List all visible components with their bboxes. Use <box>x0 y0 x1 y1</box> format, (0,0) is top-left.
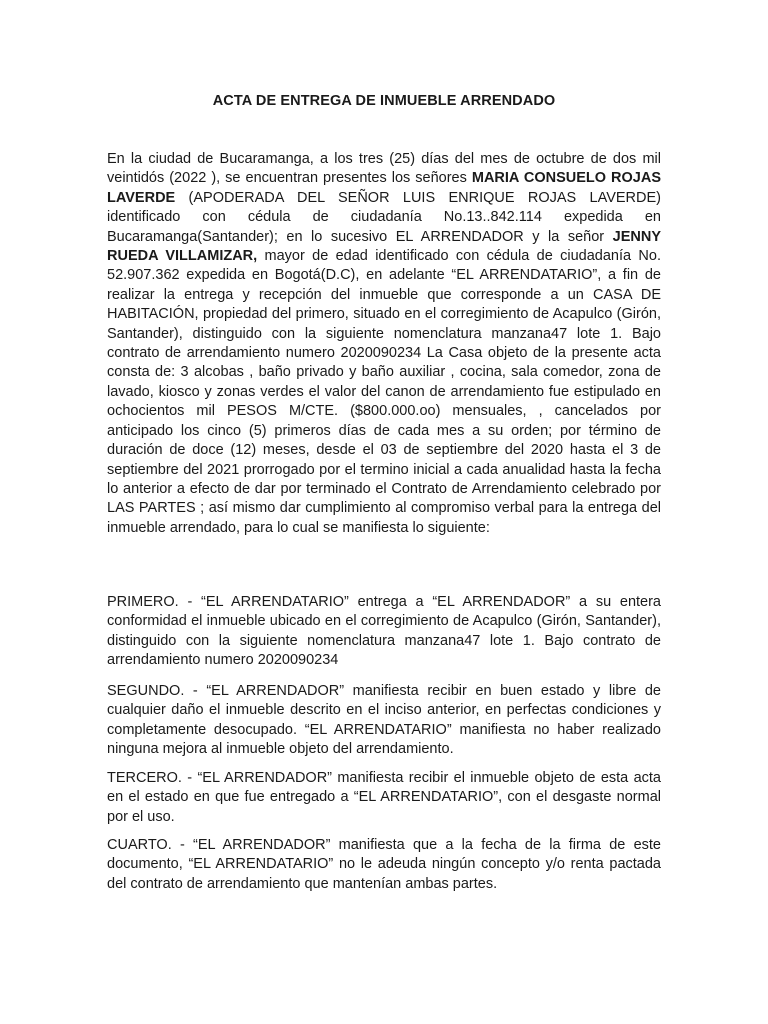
clause-tercero: TERCERO. - “EL ARRENDADOR” manifiesta recibir el inmueble objeto de esta acta en el estado en que fue entregado a “EL ARRENDATARIO”, con el desgaste normal por el uso. <box>107 770 661 825</box>
intro-paragraph <box>107 150 661 538</box>
intro-text-1: En la ciudad de Bucaramanga, a los tres (25) días del mes de octubre de dos mil veintidós (2022 ), se encuentran presentes los señores <box>107 151 661 187</box>
party-name-apoderada: MARIA CONSUELO ROJAS LAVERDE <box>107 170 661 206</box>
clause-primero: PRIMERO. - “EL ARRENDATARIO” entrega a “EL ARRENDADOR” a su entera conformidad el inmueble ubicado en el corregimiento de Acapulco (Girón, Santander), distinguido con la siguiente nomenclatura manzana47 lote 1. Bajo contrato de arrendamiento numero 2020090234 <box>107 594 661 669</box>
clause-cuarto: CUARTO. - “EL ARRENDADOR” manifiesta que a la fecha de la firma de este documento, “EL ARRENDATARIO” no le adeuda ningún concepto y/o renta pactada del contrato de arrendamiento que mantenían ambas partes. <box>107 837 661 892</box>
clause-segundo: SEGUNDO. - “EL ARRENDADOR” manifiesta recibir en buen estado y libre de cualquier daño el inmueble descrito en el inciso anterior, en perfectas condiciones y completamente desocupado. “EL ARRENDATARIO” manifiesta no haber realizado ninguna mejora al inmueble objeto del arrendamiento. <box>107 683 661 758</box>
document-title: ACTA DE ENTREGA DE INMUEBLE ARRENDADO <box>212 93 556 109</box>
party-name-arrendatario: JENNY RUEDA VILLAMIZAR, <box>107 228 661 265</box>
intro-text-3: mayor de edad identificado con cédula de ciudadanía No. 52.907.362 expedida en Bogotá(D.C), en adelante “EL ARRENDATARIO”, a fin de realizar la entrega y recepción del inmueble que corresponde a un CASA DE HABITACIÓN, propiedad del primero, situado en el corregimiento de Acapulco (Girón, Santander), distinguido con la siguiente nomenclatura manzana47 lote 1. Bajo contrato de arrendamiento numero 2020090234 La Casa objeto de la presente acta consta de: 3 alcobas , baño privado y baño auxiliar , cocina, sala comedor, zona de lavado, kiosco y zonas verdes el valor del canon de arrendamiento fue estipulado en ochocientos mil PESOS M/CTE. ($800.000.oo) mensuales, , cancelados por anticipado los cinco (5) primeros días de cada mes a su orden; por término de duración de doce (12) meses, desde el 03 de septiembre del 2020 hasta el 3 de septiembre del 2021 prorrogado por el termino inicial a cada anualidad hasta la fecha lo anterior a efecto de dar por terminado el Contrato de Arrendamiento celebrado por LAS PARTES ; así mismo dar cumplimiento al compromiso verbal para la entrega del inmueble arrendado, para lo cual se manifiesta lo siguiente: <box>107 248 661 536</box>
intro-text-2: (APODERADA DEL SEÑOR LUIS ENRIQUE ROJAS LAVERDE) identificado con cédula de ciudadanía No.13..842.114 expedida en Bucaramanga(Santander); en lo sucesivo EL ARRENDADOR y la señor <box>107 189 661 245</box>
